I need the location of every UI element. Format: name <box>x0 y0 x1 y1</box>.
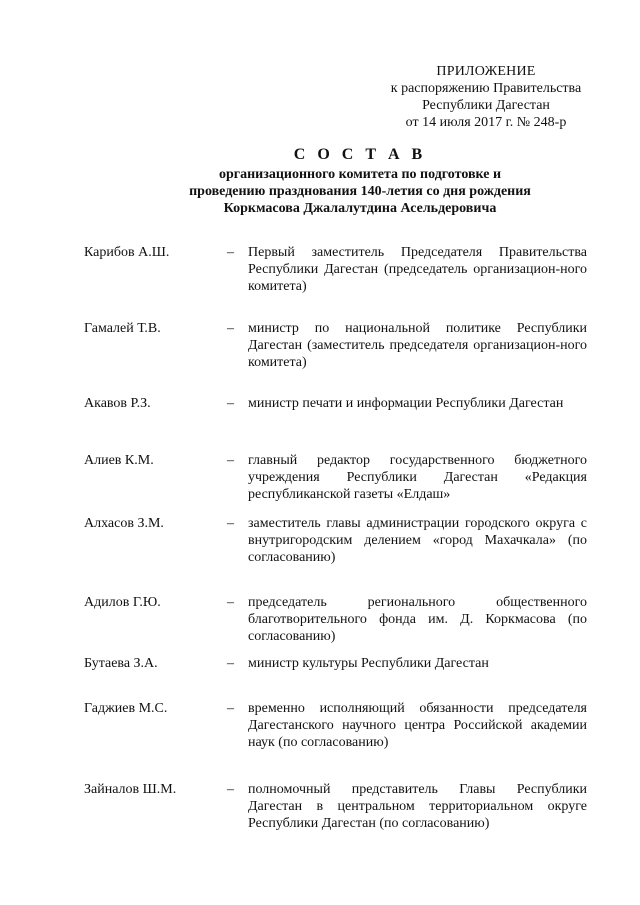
member-description: полномочный представитель Главы Республики Дагестан в центральном территориальном округе Республики Дагестан (по согласованию) <box>248 782 587 831</box>
member-description: Первый заместитель Председателя Правительства Республики Дагестан (председатель организацион-ного комитета) <box>248 245 587 294</box>
member-dash: – <box>227 701 234 716</box>
member-dash: – <box>227 595 234 610</box>
member-dash: – <box>227 782 234 797</box>
appendix-block <box>356 63 616 131</box>
member-name: Алиев К.М. <box>84 453 154 468</box>
appendix-line-1: к распоряжению Правительства <box>390 81 582 96</box>
heading-line-1: организационного комитета по подготовке и <box>218 167 502 182</box>
member-dash: – <box>227 245 234 260</box>
heading-title: С О С Т А В <box>293 146 427 163</box>
member-description: главный редактор государственного бюджетного учреждения Республики Дагестан «Редакция республиканской газеты «Елдаш» <box>248 453 587 502</box>
appendix-title: ПРИЛОЖЕНИЕ <box>436 64 536 79</box>
appendix-line-3: от 14 июля 2017 г. № 248-р <box>405 115 567 130</box>
member-dash: – <box>227 396 234 411</box>
member-name: Адилов Г.Ю. <box>84 595 161 610</box>
member-dash: – <box>227 321 234 336</box>
member-name: Зайналов Ш.М. <box>84 782 177 797</box>
member-name: Акавов Р.З. <box>84 396 151 411</box>
member-name: Карибов А.Ш. <box>84 245 170 260</box>
member-description: министр культуры Республики Дагестан <box>248 656 489 671</box>
member-name: Гаджиев М.С. <box>84 701 168 716</box>
document-heading <box>80 146 640 217</box>
member-description: министр по национальной политике Республики Дагестан (заместитель председателя организацион-ного комитета) <box>248 321 587 370</box>
member-dash: – <box>227 453 234 468</box>
member-name: Алхасов З.М. <box>84 516 164 531</box>
appendix-line-2: Республики Дагестан <box>422 98 550 113</box>
member-description: заместитель главы администрации городского округа с внутригородским делением «город Махачкала» (по согласованию) <box>248 516 587 565</box>
heading-line-2: проведению празднования 140-летия со дня рождения <box>189 184 531 199</box>
member-dash: – <box>227 656 234 671</box>
member-description: министр печати и информации Республики Дагестан <box>248 396 564 411</box>
member-dash: – <box>227 516 234 531</box>
member-name: Гамалей Т.В. <box>84 321 161 336</box>
heading-line-3: Коркмасова Джалалутдина Асельдеровича <box>223 201 497 216</box>
member-name: Бутаева З.А. <box>84 656 158 671</box>
member-description: председатель регионального общественного благотворительного фонда им. Д. Коркмасова (по согласованию) <box>248 595 587 644</box>
member-description: временно исполняющий обязанности председателя Дагестанского научного центра Российской академии наук (по согласованию) <box>248 701 587 750</box>
